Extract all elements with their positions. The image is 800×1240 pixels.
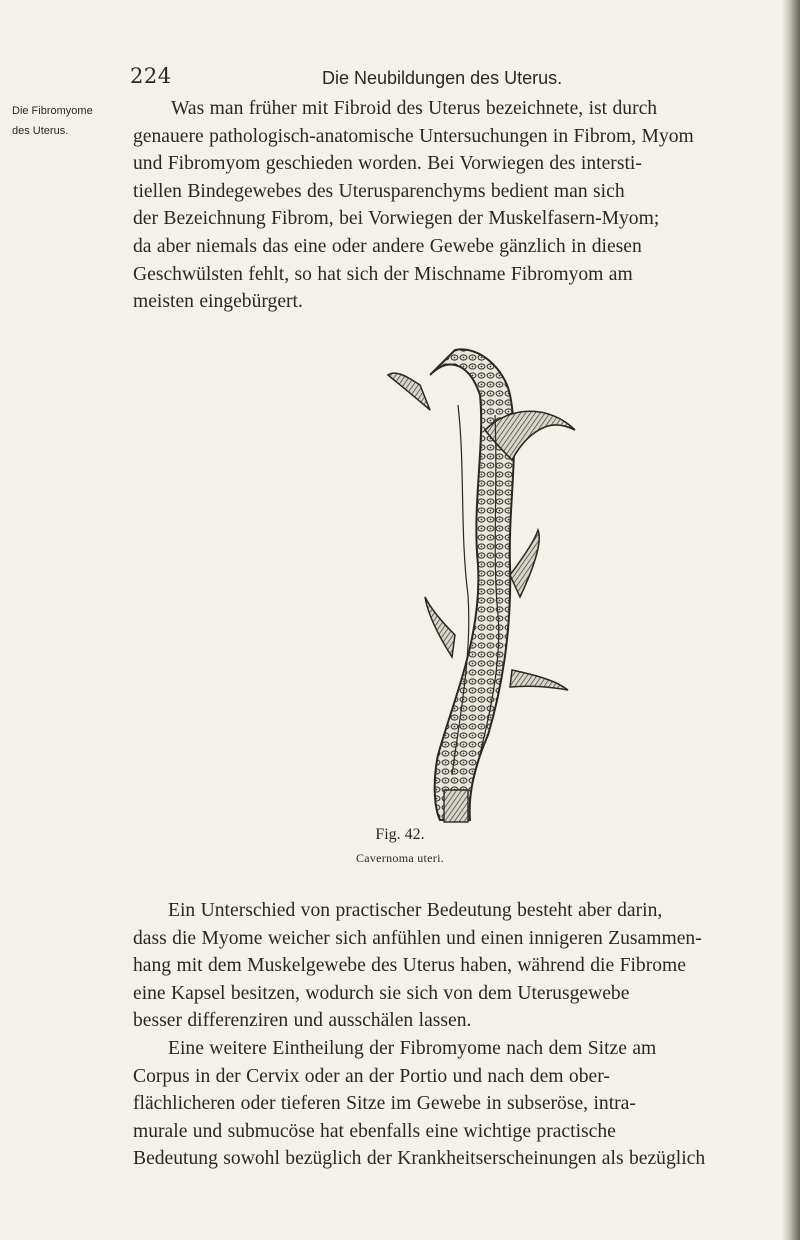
text-line: flächlicheren oder tieferen Sitze im Gewebe in subseröse, intra- [133, 1093, 636, 1115]
text-line: murale und submucöse hat ebenfalls eine wichtige practische [133, 1120, 616, 1142]
text-line: und Fibromyom geschieden worden. Bei Vorwiegen des intersti- [133, 153, 642, 175]
paragraph-intro [133, 95, 770, 316]
text-line: Eine weitere Eintheilung der Fibromyome nach dem Sitze am [168, 1037, 657, 1059]
text-line: besser differenziren und ausschälen lassen. [133, 1010, 472, 1032]
margin-note-line: Die Fibromyome [12, 105, 93, 117]
margin-note-line: des Uterus. [12, 125, 69, 137]
running-title: Die Neubildungen des Uterus. [322, 68, 563, 88]
text-line: tiellen Bindegewebes des Uterusparenchyms bedient man sich [133, 180, 625, 202]
text-line: Corpus in der Cervix oder an der Portio und nach dem ober- [133, 1065, 610, 1087]
text-line: genauere pathologisch-anatomische Untersuchungen in Fibrom, Myom [133, 125, 694, 147]
text-line: Was man früher mit Fibroid des Uterus bezeichnete, ist durch [171, 98, 658, 119]
text-line: hang mit dem Muskelgewebe des Uterus haben, während die Fibrome [133, 955, 686, 977]
page-number: 224 [130, 64, 172, 88]
figure-label: Fig. 42. [375, 826, 425, 843]
text-line: der Bezeichnung Fibrom, bei Vorwiegen der Muskelfasern-Myom; [133, 208, 660, 230]
paragraph-main [133, 897, 770, 1173]
text-line: eine Kapsel besitzen, wodurch sie sich von dem Uterusgewebe [133, 982, 630, 1004]
text-line: dass die Myome weicher sich anfühlen und einen innigeren Zusammen- [133, 927, 702, 949]
text-line: Geschwülsten fehlt, so hat sich der Mischname Fibromyom am [133, 263, 633, 285]
margin-note [12, 101, 112, 141]
text-line: da aber niemals das eine oder andere Gewebe gänzlich in diesen [133, 235, 642, 257]
page-edge-shadow [782, 0, 800, 1240]
text-line: Bedeutung sowohl bezüglich der Krankheitserscheinungen als bezüglich [133, 1148, 706, 1170]
cavernoma-illustration [360, 335, 620, 825]
text-line: Ein Unterschied von practischer Bedeutung besteht aber darin, [168, 900, 663, 921]
text-line: meisten eingebürgert. [133, 291, 303, 313]
figure-caption: Cavernoma uteri. [355, 851, 445, 865]
